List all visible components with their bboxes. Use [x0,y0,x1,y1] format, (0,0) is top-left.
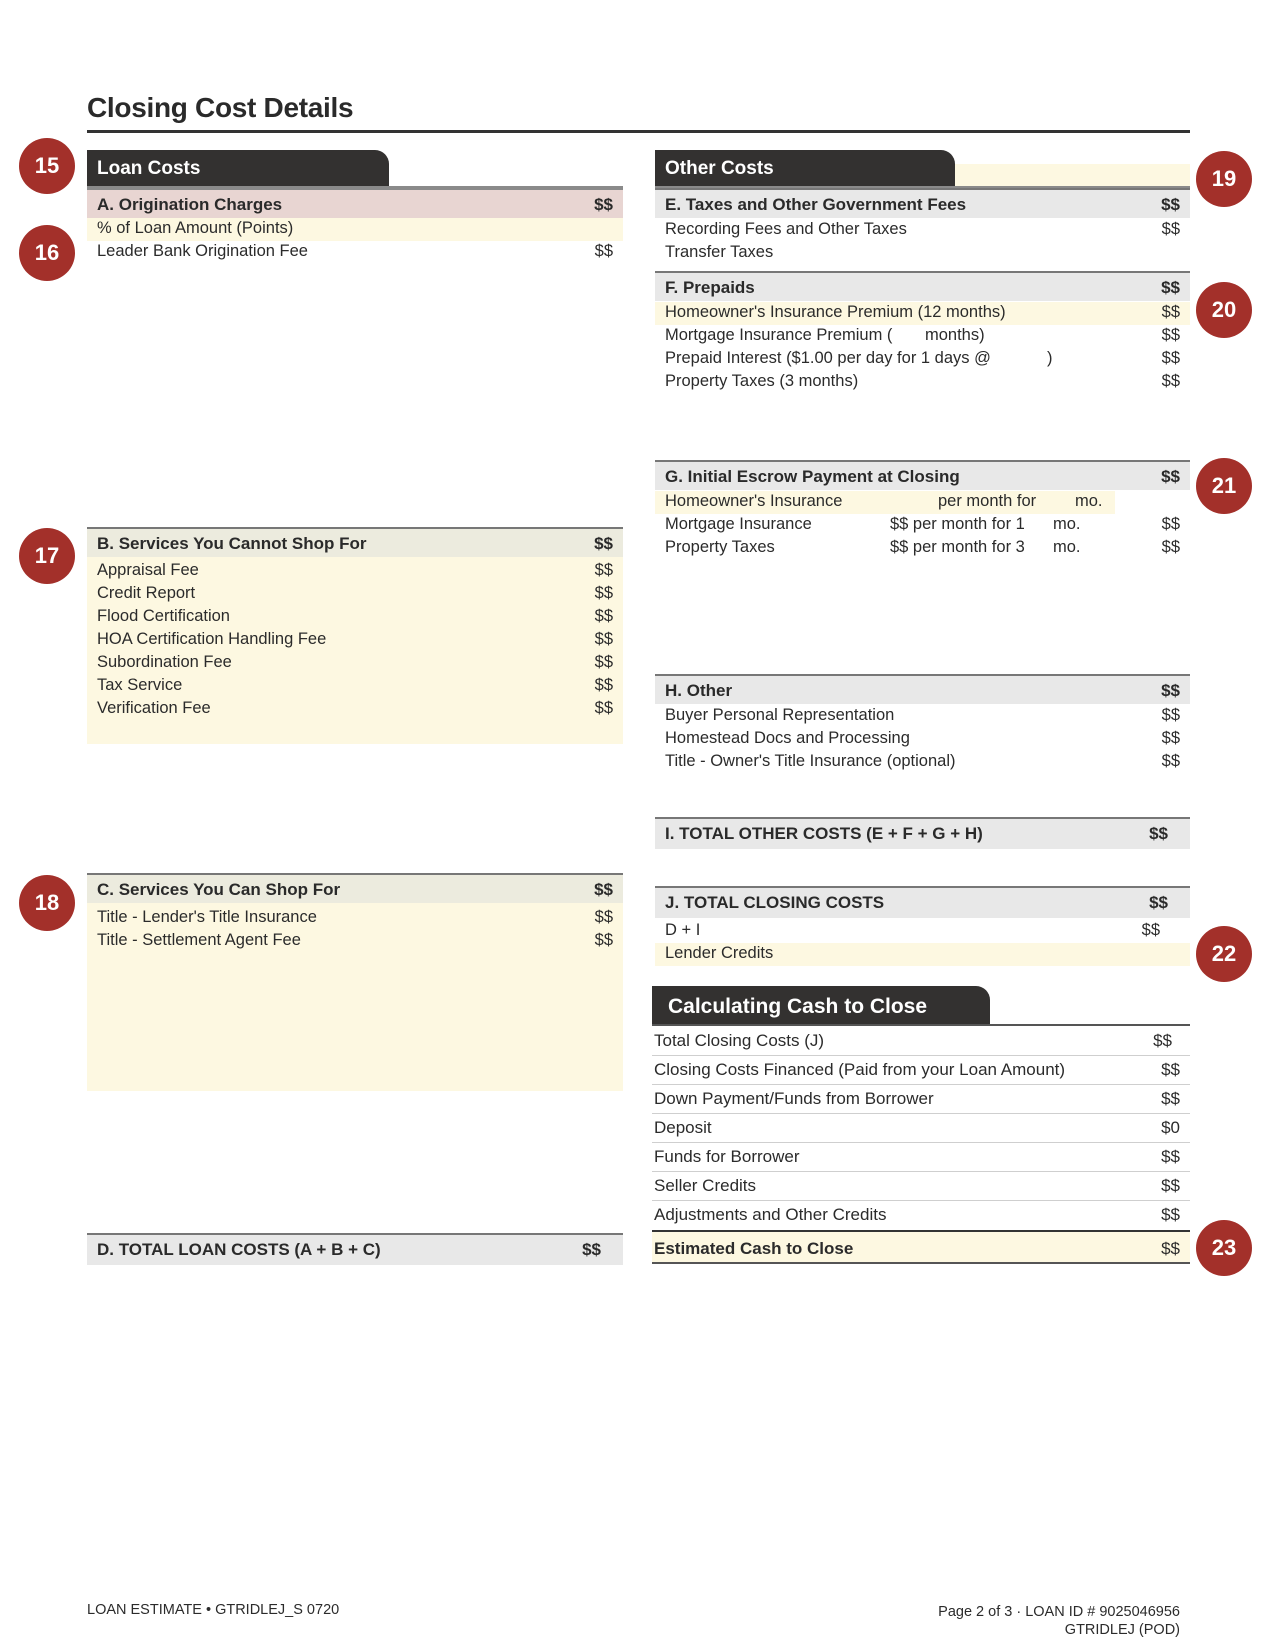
row-label: Appraisal Fee [97,561,199,579]
row-months: mo. [1075,492,1103,510]
origination-row-label: % of Loan Amount (Points) [97,219,294,237]
footer-page-info: Page 2 of 3 · LOAN ID # 9025046956 [938,1604,1180,1620]
total-closing-row [655,943,1190,966]
other-amount: $$ [1161,681,1180,700]
other-label: H. Other [665,681,733,700]
origination-row-label: Leader Bank Origination Fee [97,242,308,260]
row-amount: $$ [594,561,613,579]
cannot-shop-label: B. Services You Cannot Shop For [97,534,367,553]
taxes-row [655,219,1190,242]
row-amount: $$ [1161,349,1180,367]
row-amount: $$ [1161,372,1180,390]
total-closing-costs-header [655,886,1190,918]
cannot-shop-amount: $$ [594,534,613,553]
cannot-shop-row [87,583,623,606]
escrow-row [655,491,1115,514]
can-shop-row [87,930,623,953]
total-other-costs-amount: $$ [1149,824,1168,843]
row-label: Seller Credits [654,1176,757,1195]
row-label: Subordination Fee [97,653,232,671]
prepaids-label: F. Prepaids [665,278,755,297]
row-amount: $$ [1161,538,1180,556]
origination-row [87,218,623,241]
row-amount: $$ [1161,706,1180,724]
row-amount: $$ [594,607,613,625]
callout-badge: 17 [19,528,75,584]
total-closing-row [655,920,1190,943]
row-rate: $$ per month for 3 [890,538,1025,556]
row-amount: $$ [1161,752,1180,770]
cannot-shop-header [87,527,623,557]
row-label: HOA Certification Handling Fee [97,630,327,648]
total-loan-costs-amount: $$ [582,1240,601,1259]
cannot-shop-row [87,629,623,652]
title-rule [87,130,1190,133]
row-amount: $$ [594,653,613,671]
origination-charges-label: A. Origination Charges [97,195,283,214]
cannot-shop-row [87,560,623,583]
origination-charges-amount: $$ [594,195,613,214]
cash-row [652,1056,1190,1085]
row-amount: $$ [1161,515,1180,533]
row-amount: $$ [594,908,613,926]
row-label: Recording Fees and Other Taxes [665,220,907,238]
row-label: Homeowner's Insurance [665,492,843,510]
escrow-amount: $$ [1161,467,1180,486]
callout-badge: 21 [1196,458,1252,514]
escrow-header [655,460,1190,490]
other-costs-tab-tail [955,164,1190,186]
row-label: Property Taxes [665,538,775,556]
row-amount: $$ [1161,1089,1180,1108]
row-label: Title - Owner's Title Insurance (optional) [665,752,956,770]
row-label: Property Taxes (3 months) [665,372,859,390]
row-amount: $0 [1161,1118,1180,1137]
can-shop-label: C. Services You Can Shop For [97,880,341,899]
prepaids-header [655,271,1190,301]
row-amount: $$ [1161,1060,1180,1079]
loan-costs-tab: Loan Costs [87,150,389,186]
callout-badge: 22 [1196,926,1252,982]
estimated-cash-to-close-amount: $$ [1161,1239,1180,1258]
origination-charges-header [87,188,623,218]
estimated-cash-to-close-label: Estimated Cash to Close [654,1239,854,1258]
cannot-shop-row [87,606,623,629]
taxes-fees-amount: $$ [1161,195,1180,214]
row-label: Prepaid Interest ($1.00 per day for 1 days @ [665,349,991,367]
prepaids-row [655,348,1190,371]
row-amount: $$ [1161,303,1180,321]
row-label: D + I [665,921,701,939]
row-amount: $$ [594,676,613,694]
row-label: Adjustments and Other Credits [654,1205,887,1224]
row-amount: $$ [594,931,613,949]
row-amount: $$ [1153,1031,1172,1050]
row-label: Credit Report [97,584,196,602]
can-shop-header [87,873,623,903]
page-title: Closing Cost Details [87,92,354,123]
row-amount: $$ [1161,729,1180,747]
callout-badge: 23 [1196,1220,1252,1276]
row-suffix: months) [925,326,985,344]
can-shop-row [87,907,623,930]
callout-badge: 15 [19,138,75,194]
cash-row [652,1172,1190,1201]
footer-left: LOAN ESTIMATE • GTRIDLEJ_S 0720 [87,1602,340,1618]
total-loan-costs [87,1233,623,1265]
total-closing-costs-label: J. TOTAL CLOSING COSTS [665,893,885,912]
cash-row [652,1114,1190,1143]
row-amount: $$ [1161,1205,1180,1224]
row-label: Deposit [654,1118,712,1137]
other-header [655,674,1190,704]
row-label: Buyer Personal Representation [665,706,895,724]
callout-badge: 20 [1196,282,1252,338]
row-label: Total Closing Costs (J) [654,1031,825,1050]
prepaids-row [655,302,1190,325]
row-label: Lender Credits [665,944,774,962]
other-row [655,705,1190,728]
row-rate: per month for [938,492,1037,510]
row-amount: $$ [1161,1147,1180,1166]
total-loan-costs-label: D. TOTAL LOAN COSTS (A + B + C) [97,1240,381,1259]
row-months: mo. [1053,515,1081,533]
row-label: Homestead Docs and Processing [665,729,910,747]
row-amount: $$ [594,630,613,648]
row-label: Verification Fee [97,699,211,717]
row-label: Down Payment/Funds from Borrower [654,1089,934,1108]
row-amount: $$ [594,584,613,602]
can-shop-amount: $$ [594,880,613,899]
cash-to-close-tab: Calculating Cash to Close [652,986,990,1024]
cash-row [652,1143,1190,1172]
escrow-row [655,537,1190,560]
row-label: Title - Settlement Agent Fee [97,931,301,949]
estimated-cash-to-close [652,1230,1190,1264]
taxes-row [655,242,1190,265]
row-suffix: ) [1047,349,1053,367]
escrow-row [655,514,1190,537]
callout-badge: 19 [1196,151,1252,207]
cash-row [652,1027,1190,1056]
row-label: Mortgage Insurance [665,515,812,533]
row-amount: $$ [1141,921,1160,939]
taxes-fees-label: E. Taxes and Other Government Fees [665,195,967,214]
row-amount: $$ [1161,1176,1180,1195]
row-label: Flood Certification [97,607,230,625]
row-amount: $$ [594,699,613,717]
taxes-fees-header [655,188,1190,218]
cash-row [652,1201,1190,1230]
prepaids-row [655,325,1190,348]
total-other-costs [655,817,1190,849]
total-other-costs-label: I. TOTAL OTHER COSTS (E + F + G + H) [665,824,983,843]
row-amount: $$ [1161,220,1180,238]
origination-row-amount: $$ [594,242,613,260]
row-label: Funds for Borrower [654,1147,800,1166]
cannot-shop-row [87,675,623,698]
callout-badge: 16 [19,225,75,281]
row-label: Closing Costs Financed (Paid from your Loan Amount) [654,1060,1066,1079]
callout-badge: 18 [19,875,75,931]
cannot-shop-row [87,652,623,675]
prepaids-row [655,371,1190,394]
row-label: Title - Lender's Title Insurance [97,908,317,926]
row-months: mo. [1053,538,1081,556]
prepaids-amount: $$ [1161,278,1180,297]
escrow-label: G. Initial Escrow Payment at Closing [665,467,960,486]
row-label: Mortgage Insurance Premium ( [665,326,893,344]
row-rate: $$ per month for 1 [890,515,1025,533]
total-closing-costs-amount: $$ [1149,893,1168,912]
row-amount: $$ [1161,326,1180,344]
row-label: Transfer Taxes [665,243,774,261]
cash-row [652,1085,1190,1114]
footer-form-id: GTRIDLEJ (POD) [1064,1622,1180,1638]
cash-to-close-tab-rule [652,1024,1190,1026]
other-costs-tab: Other Costs [655,150,955,186]
cannot-shop-row [87,698,623,721]
other-row [655,728,1190,751]
row-label: Tax Service [97,676,183,694]
other-row [655,751,1190,774]
origination-row [87,241,623,264]
row-label: Homeowner's Insurance Premium (12 months) [665,303,1006,321]
